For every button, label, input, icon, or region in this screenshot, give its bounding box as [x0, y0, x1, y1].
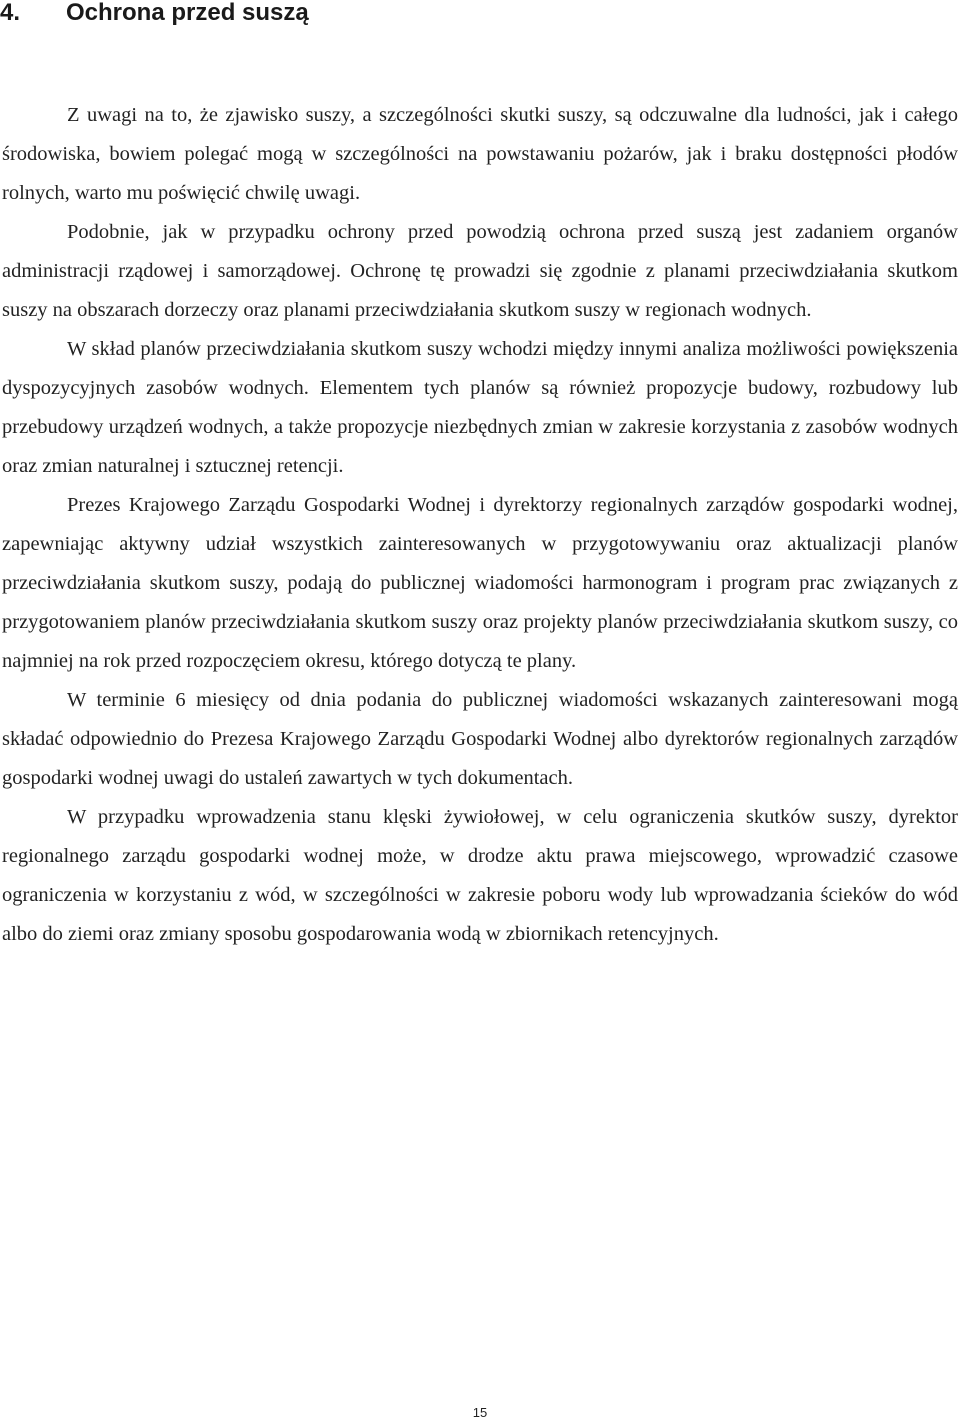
- section-heading: [0, 0, 309, 28]
- body-paragraph: W terminie 6 miesięcy od dnia podania do publicznej wiadomości wskazanych zainteresowani mogą składać odpowiednio do Prezesa Krajowego Zarządu Gospodarki Wodnej albo dyrektorów regionalnych zarządów gospodarki wodnej uwagi do ustaleń zawartych w tych dokumentach.: [2, 689, 958, 789]
- body-paragraph: W przypadku wprowadzenia stanu klęski żywiołowej, w celu ograniczenia skutków suszy, dyrektor regionalnego zarządu gospodarki wodnej może, w drodze aktu prawa miejscowego, wprowadzić czasowe ograniczenia w korzystaniu z wód, w szczególności w zakresie poboru wody lub wprowadzania ścieków do wód albo do ziemi oraz zmiany sposobu gospodarowania wodą w zbiornikach retencyjnych.: [2, 806, 958, 945]
- page-number: 15: [472, 1405, 488, 1420]
- body-paragraph: W skład planów przeciwdziałania skutkom suszy wchodzi między innymi analiza możliwości powiększenia dyspozycyjnych zasobów wodnych. Elementem tych planów są również propozycje budowy, rozbudowy lub przebudowy urządzeń wodnych, a także propozycje niezbędnych zmian w zakresie korzystania z zasobów wodnych oraz zmian naturalnej i sztucznej retencji.: [2, 338, 958, 477]
- body-paragraph: Prezes Krajowego Zarządu Gospodarki Wodnej i dyrektorzy regionalnych zarządów gospodarki wodnej, zapewniając aktywny udział wszystkich zainteresowanych w przygotowywaniu oraz aktualizacji planów przeciwdziałania skutkom suszy, podają do publicznej wiadomości harmonogram i program prac związanych z przygotowaniem planów przeciwdziałania skutkom suszy oraz projekty planów przeciwdziałania skutkom suszy, co najmniej na rok przed rozpoczęciem okresu, którego dotyczą te plany.: [2, 494, 958, 672]
- document-body: [2, 96, 958, 954]
- body-paragraph: Z uwagi na to, że zjawisko suszy, a szczególności skutki suszy, są odczuwalne dla ludności, jak i całego środowiska, bowiem polegać mogą w szczególności na powstawaniu pożarów, jak i braku dostępności płodów rolnych, warto mu poświęcić chwilę uwagi.: [2, 104, 958, 204]
- body-paragraph: Podobnie, jak w przypadku ochrony przed powodzią ochrona przed suszą jest zadaniem organów administracji rządowej i samorządowej. Ochronę tę prowadzi się zgodnie z planami przeciwdziałania skutkom suszy na obszarach dorzeczy oraz planami przeciwdziałania skutkom suszy w regionach wodnych.: [2, 221, 958, 321]
- section-number: 4.: [0, 0, 21, 26]
- section-title: Ochrona przed suszą: [66, 0, 309, 26]
